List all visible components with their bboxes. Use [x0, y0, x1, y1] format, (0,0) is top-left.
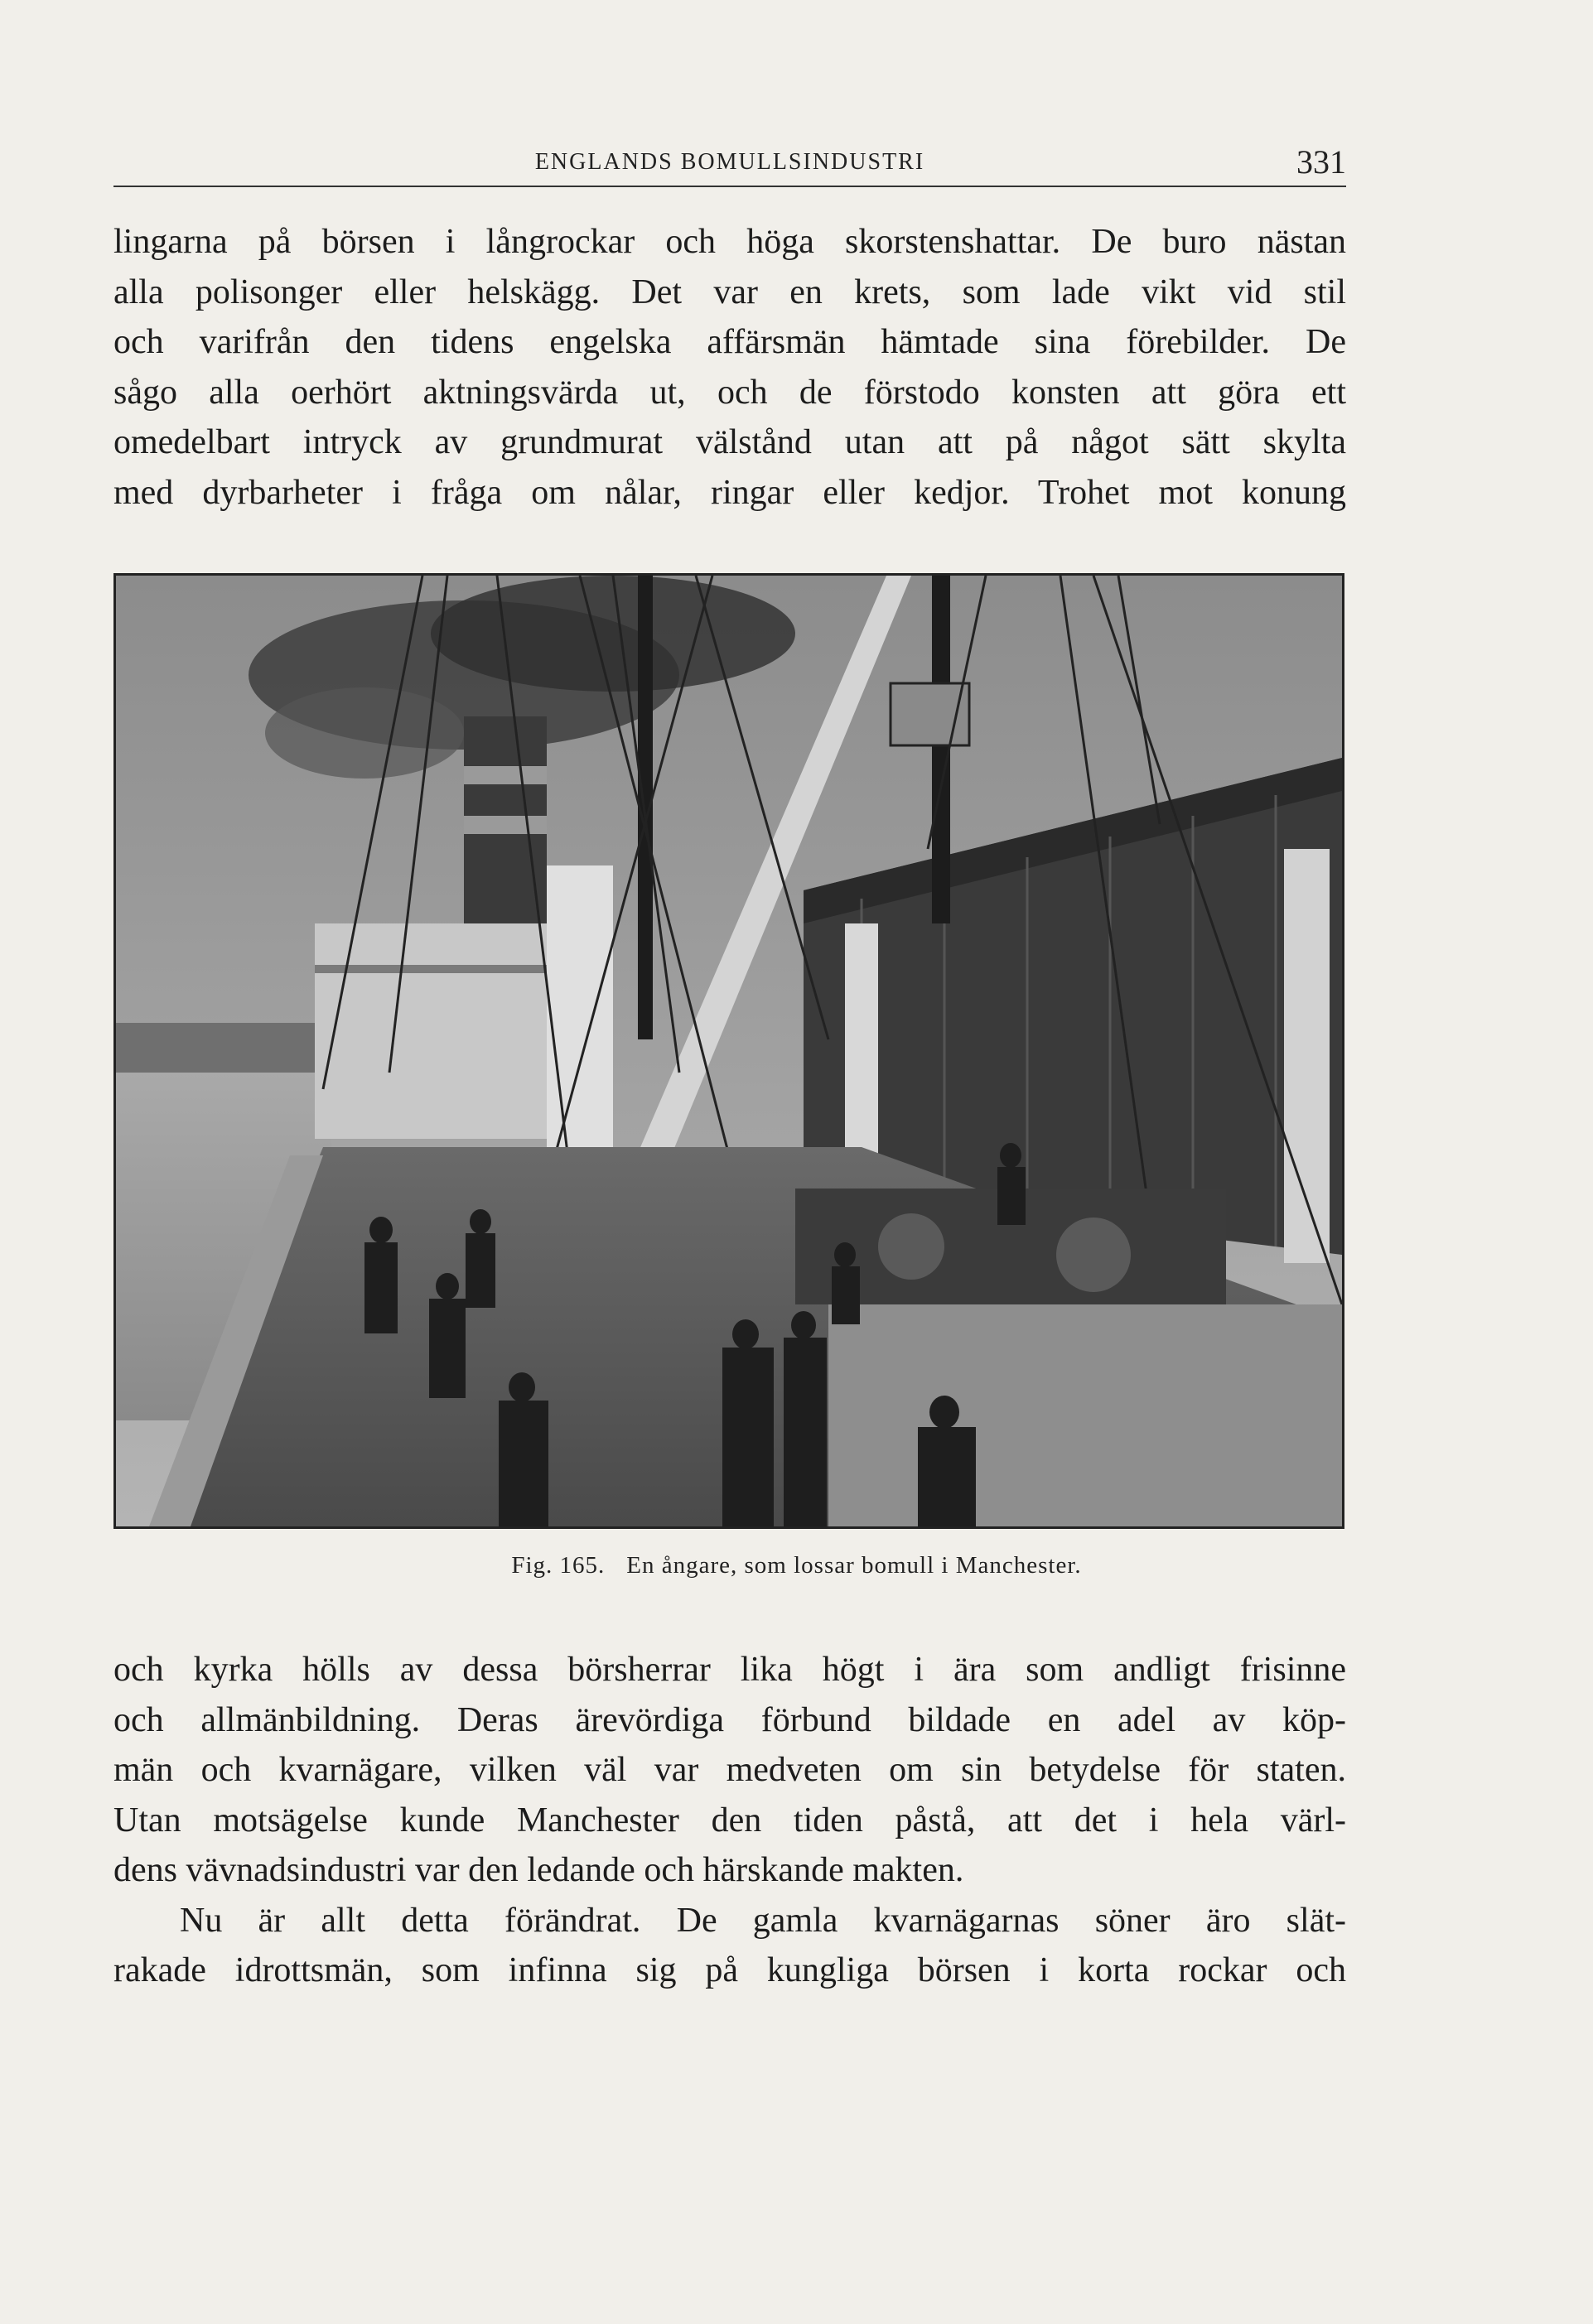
page-number: 331: [1296, 143, 1346, 181]
body-text-top: [113, 217, 1346, 518]
text-line: lingarna på börsen i långrockar och höga skorstenshattar. De buro nästan: [113, 223, 1346, 261]
text-line: män och kvarnägare, vilken väl var medveten om sin betydelse för staten.: [113, 1751, 1346, 1789]
text-line: sågo alla oerhört aktningsvärda ut, och de förstodo konsten att göra ett: [113, 373, 1346, 412]
text-line: Nu är allt detta förändrat. De gamla kvarnägarnas söner äro slät-: [180, 1901, 1346, 1940]
running-header: [113, 139, 1346, 187]
text-line: Utan motsägelse kunde Manchester den tiden påstå, att det i hela värl-: [113, 1801, 1346, 1839]
steamship-photo-icon: [116, 576, 1342, 1526]
figure-photo: [113, 573, 1344, 1529]
figure-caption: [0, 1552, 1593, 1579]
text-line: dens vävnadsindustri var den ledande och härskande makten.: [113, 1851, 964, 1889]
figure-label: Fig. 165.: [511, 1552, 606, 1579]
text-line: rakade idrottsmän, som infinna sig på kungliga börsen i korta rockar och: [113, 1951, 1346, 1989]
text-line: och kyrka hölls av dessa börsherrar lika högt i ära som andligt frisinne: [113, 1651, 1346, 1689]
text-line: och allmänbildning. Deras ärevördiga förbund bildade en adel av köp-: [113, 1700, 1346, 1739]
running-title: ENGLANDS BOMULLSINDUSTRI: [534, 149, 925, 175]
text-line: alla polisonger eller helskägg. Det var en krets, som lade vikt vid stil: [113, 272, 1346, 311]
text-line: omedelbart intryck av grundmurat välstånd utan att på något sätt skylta: [113, 423, 1346, 461]
text-line: och varifrån den tidens engelska affärsmän hämtade sina förebilder. De: [113, 323, 1346, 361]
body-text-bottom: [113, 1645, 1346, 1996]
text-line: med dyrbarheter i fråga om nålar, ringar eller kedjor. Trohet mot konung: [113, 473, 1346, 512]
figure-caption-text: En ångare, som lossar bomull i Manchester.: [626, 1552, 1082, 1579]
